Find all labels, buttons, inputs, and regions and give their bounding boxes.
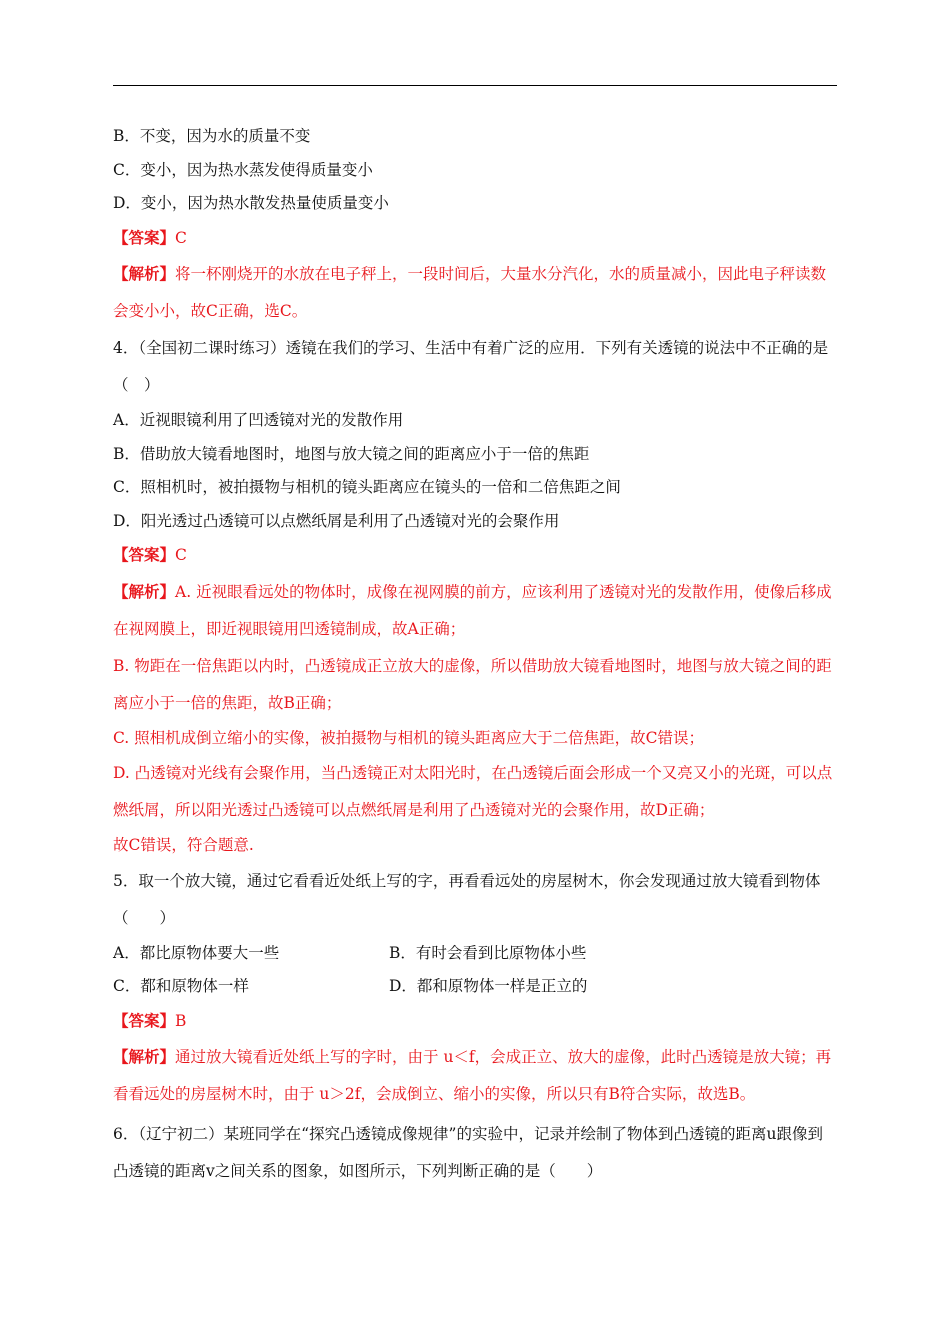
- q5-analysis: [113, 1038, 837, 1113]
- q4-option-a: A．近视眼镜利用了凹透镜对光的发散作用: [113, 411, 404, 429]
- answer-tag: 【答案】: [113, 545, 176, 564]
- answer-value: C: [175, 228, 187, 247]
- document-body: [113, 120, 837, 1190]
- answer-tag: 【答案】: [113, 1010, 176, 1030]
- q3-option-b: B．不变，因为水的质量不变: [113, 127, 311, 145]
- answer-tag: 【答案】: [113, 227, 176, 247]
- q4-analysis-c: C. 照相机成倒立缩小的实像，被拍摄物与相机的镜头距离应大于二倍焦距，故C错误；: [113, 728, 705, 747]
- q5-option-d: D．都和原物体一样是正立的: [389, 977, 588, 995]
- q4-stem: 4．（全国初二课时练习）透镜在我们的学习、生活中有着广泛的应用．下列有关透镜的说法中不正确的是（ ）: [113, 339, 829, 394]
- q5-stem: 5．取一个放大镜，通过它看看近处纸上写的字，再看看远处的房屋树木，你会发现通过放大镜看到物体（ ）: [113, 871, 821, 927]
- q5-answer: [113, 1004, 837, 1039]
- answer-value: C: [175, 546, 187, 564]
- q3-analysis: [113, 255, 837, 330]
- q5-option-a: A．都比原物体要大一些: [113, 943, 280, 962]
- analysis-text: 将一杯刚烧开的水放在电子秤上，一段时间后，大量水分汽化，水的质量减小，因此电子秤读数会变小小，故C正确，选C。: [113, 265, 827, 320]
- analysis-tag: 【解析】: [113, 264, 176, 283]
- q4-analysis-a: [113, 573, 837, 648]
- q4-option-d: D．阳光透过凸透镜可以点燃纸屑是利用了凸透镜对光的会聚作用: [113, 511, 560, 530]
- q4-analysis-b: B. 物距在一倍焦距以内时，凸透镜成正立放大的虚像，所以借助放大镜看地图时，地图与放大镜之间的距离应小于一倍的焦距，故B正确；: [113, 656, 832, 712]
- analysis-tag: 【解析】: [113, 1047, 176, 1066]
- analysis-text: 通过放大镜看近处纸上写的字时，由于 u＜f，会成正立、放大的虚像，此时凸透镜是放大镜；再看看远处的房屋树木时，由于 u＞2f，会成倒立、缩小的实像，所以只有B符合实际，故选B。: [113, 1048, 832, 1103]
- q4-analysis-end: 故C错误，符合题意.: [113, 836, 254, 854]
- answer-value: B: [175, 1011, 187, 1030]
- q5-options-row-2: [113, 970, 837, 1004]
- q5-option-b: B．有时会看到比原物体小些: [389, 943, 587, 962]
- q3-option-d: D．变小，因为热水散发热量使质量变小: [113, 194, 389, 212]
- header-rule: [113, 85, 837, 86]
- q4-option-b: B．借助放大镜看地图时，地图与放大镜之间的距离应小于一倍的焦距: [113, 444, 590, 463]
- q5-options-row-1: [113, 937, 837, 971]
- q3-answer: [113, 221, 837, 256]
- q4-analysis-d: D. 凸透镜对光线有会聚作用，当凸透镜正对太阳光时，在凸透镜后面会形成一个又亮又小的光斑，可以点燃纸屑，所以阳光透过凸透镜可以点燃纸屑是利用了凸透镜对光的会聚作用，故D正确；: [113, 764, 833, 819]
- analysis-tag: 【解析】: [113, 581, 176, 601]
- q3-option-c: C．变小，因为热水蒸发使得质量变小: [113, 160, 373, 179]
- q6-stem: 6．（辽宁初二）某班同学在“探究凸透镜成像规律”的实验中，记录并绘制了物体到凸透镜的距离u跟像到凸透镜的距离v之间关系的图象，如图所示，下列判断正确的是（ ）: [113, 1125, 823, 1180]
- q4-answer: [113, 538, 837, 573]
- analysis-text: A. 近视眼看远处的物体时，成像在视网膜的前方，应该利用了透镜对光的发散作用，使像后移成在视网膜上，即近视眼镜用凹透镜制成，故A正确；: [113, 582, 832, 638]
- q4-option-c: C．照相机时，被拍摄物与相机的镜头距离应在镜头的一倍和二倍焦距之间: [113, 478, 621, 496]
- q5-option-c: C．都和原物体一样: [113, 977, 249, 995]
